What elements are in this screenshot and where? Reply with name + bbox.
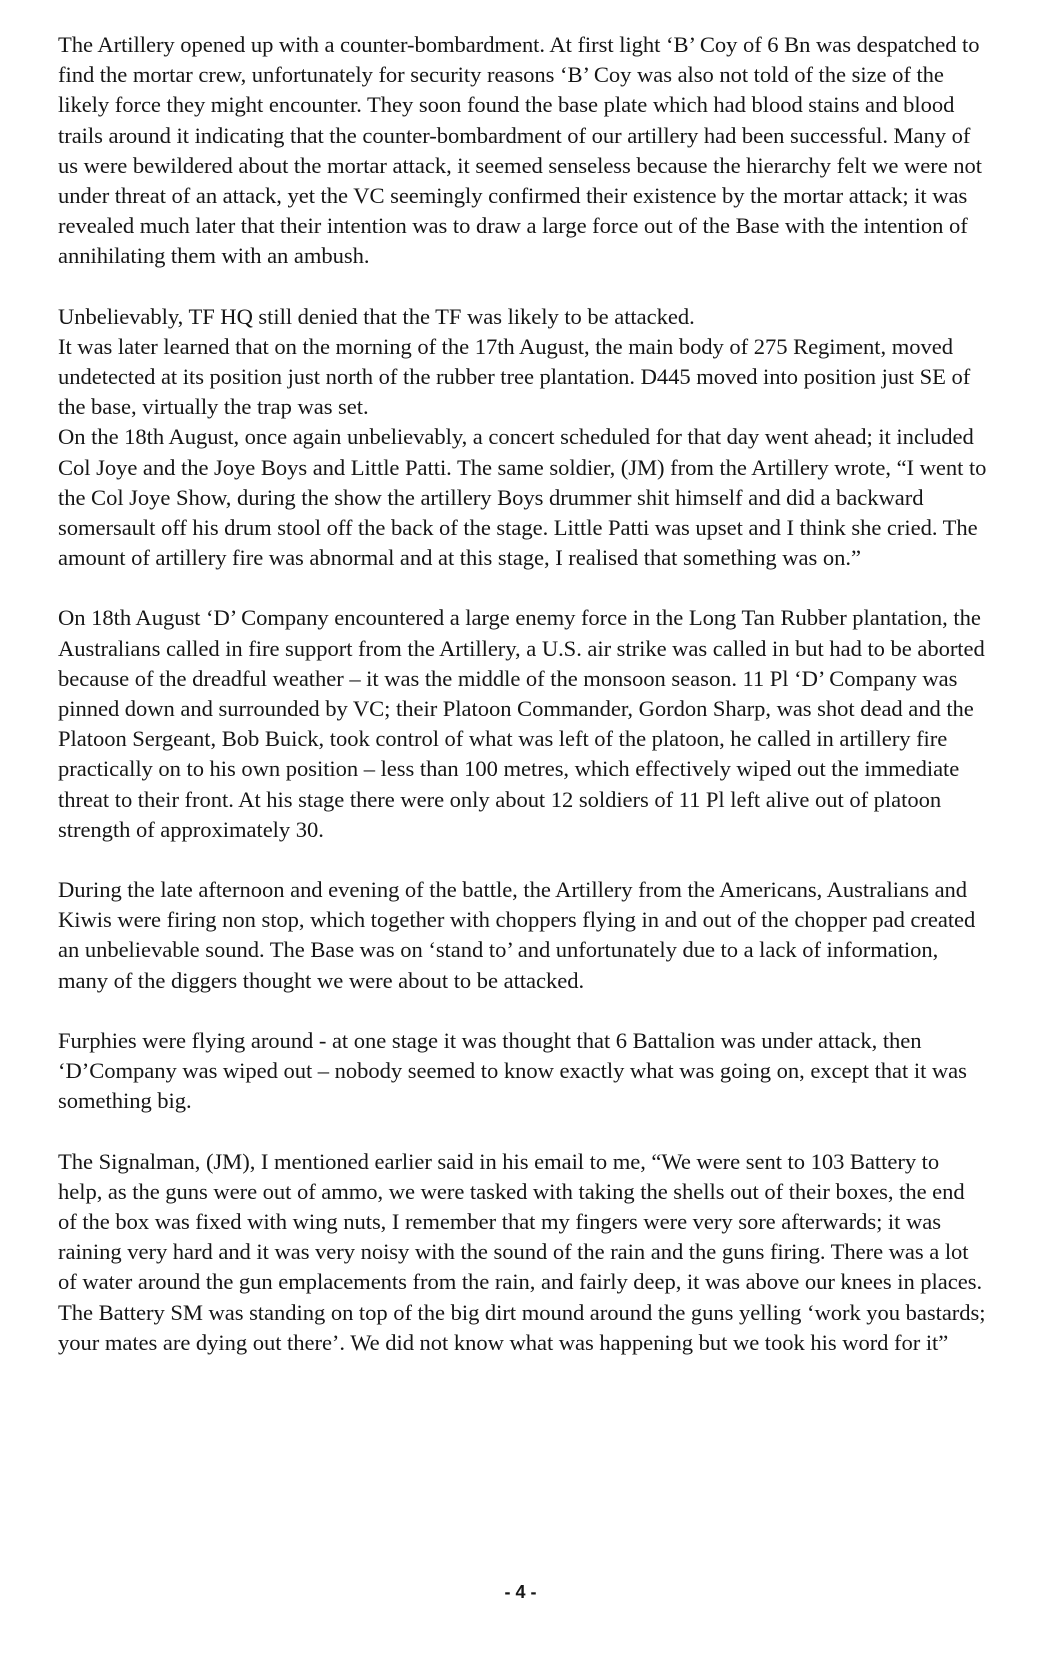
paragraph-275-regiment: It was later learned that on the morning of the 17th August, the main body of 275 Regiment, moved undetected at its position just north of the rubber tree plantation. D445 moved into position just SE of the base, virtually the trap was set. <box>58 333 971 420</box>
paragraph-signalman: The Signalman, (JM), I mentioned earlier said in his email to me, “We were sent to 103 Battery to help, as the guns were out of ammo, we were tasked with taking the shells out of their boxes, the end of the box was fixed with wing nuts, I remember that my fingers were very sore afterwards; it was raining very hard and it was very noisy with the sound of the rain and the guns firing. There was a lot of water around the gun emplacements from the rain, and fairly deep, it was above our knees in places. The Battery SM was standing on top of the big dirt mound around the guns yelling ‘work you bastards; your mates are dying out there’. We did not know what was happening but we took his word for it” <box>58 1148 986 1355</box>
paragraph-counter-bombardment: The Artillery opened up with a counter-bombardment. At first light ‘B’ Coy of 6 Bn was despatched to find the mortar crew, unfortunately for security reasons ‘B’ Coy was also not told of the size of the likely force they might encounter. They soon found the base plate which had blood stains and blood trails around it indicating that the counter-bombardment of our artillery had been successful. Many of us were bewildered about the mortar attack, it seemed senseless because the hierarchy felt we were not under threat of an attack, yet the VC seemingly confirmed their existence by the mortar attack; it was revealed much later that their intention was to draw a large force out of the Base with the intention of annihilating them with an ambush. <box>58 32 982 269</box>
paragraph-artillery-evening: During the late afternoon and evening of the battle, the Artillery from the Americans, Australians and Kiwis were firing non stop, which together with choppers flying in and out of the chopper pad created an unbelievable sound. The Base was on ‘stand to’ and unfortunately due to a lack of information, many of the diggers thought we were about to be attacked. <box>58 877 976 993</box>
paragraph-tf-hq-denial: Unbelievably, TF HQ still denied that the TF was likely to be attacked. <box>58 303 695 329</box>
paragraph-d-company: On 18th August ‘D’ Company encountered a large enemy force in the Long Tan Rubber plantation, the Australians called in fire support from the Artillery, a U.S. air strike was called in but had to be aborted because of the dreadful weather – it was the middle of the monsoon season. 11 Pl ‘D’ Company was pinned down and surrounded by VC; their Platoon Commander, Gordon Sharp, was shot dead and the Platoon Sergeant, Bob Buick, took control of what was left of the platoon, he called in artillery fire practically on to his own position – less than 100 metres, which effectively wiped out the immediate threat to their front. At his stage there were only about 12 soldiers of 11 Pl left alive out of platoon strength of approximately 30. <box>58 605 985 842</box>
paragraph-furphies: Furphies were flying around - at one stage it was thought that 6 Battalion was under attack, then ‘D’Company was wiped out – nobody seemed to know exactly what was going on, except that it was something big. <box>58 1027 967 1114</box>
paragraph-concert: On the 18th August, once again unbelievably, a concert scheduled for that day went ahead; it included Col Joye and the Joye Boys and Little Patti. The same soldier, (JM) from the Artillery wrote, “I went to the Col Joye Show, during the show the artillery Boys drummer shit himself and did a backward somersault off his drum stool off the back of the stage. Little Patti was upset and I think she cried. The amount of artillery fire was abnormal and at this stage, I realised that something was on.” <box>58 424 987 571</box>
document-body <box>58 30 988 1388</box>
page-number: - 4 - <box>504 1582 537 1602</box>
